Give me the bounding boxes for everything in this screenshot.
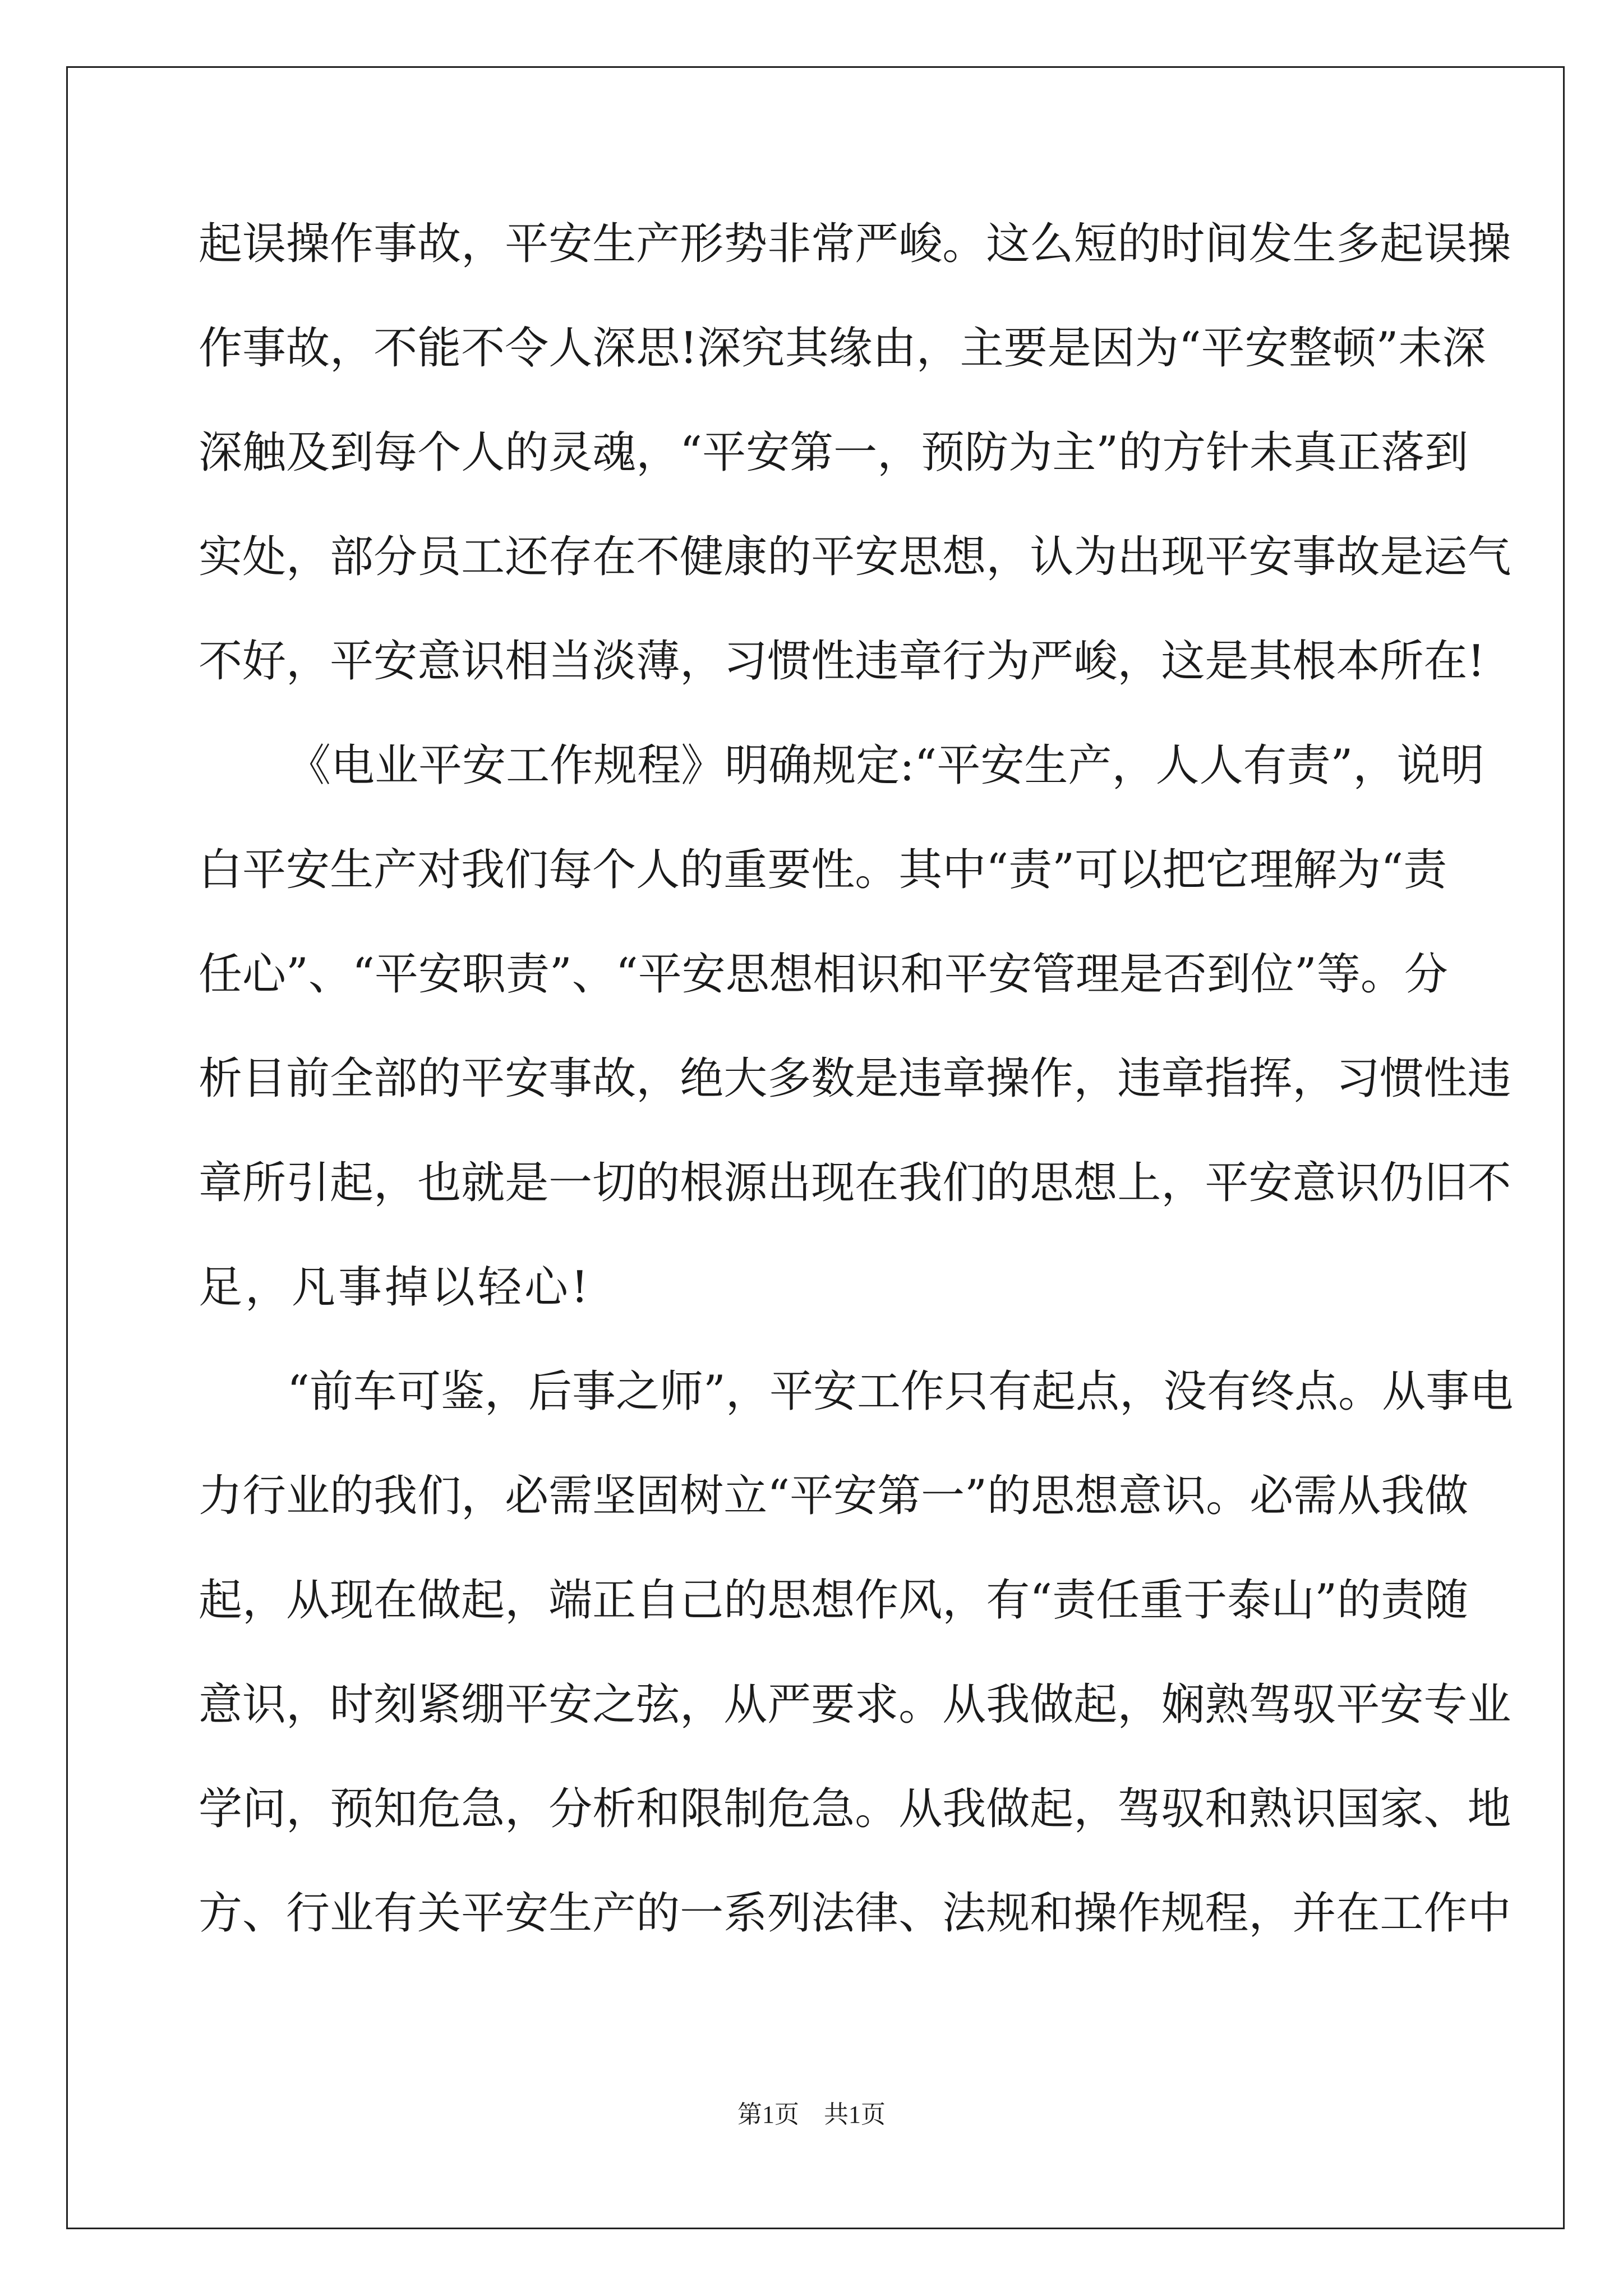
document-body bbox=[199, 213, 1514, 1987]
text-line: 任 心 ” 、 “ 平 安 职 责 ” 、 “ 平 安 思 想 相 识 和 平 安 管 理 是 否 到 位 ” 等 。 分 bbox=[199, 949, 1448, 1000]
text-line: 作 事 故 ， 不 能 不 令 人 深 思 ! 深 究 其 缘 由 ， 主 要 是 因 为 “ 平 安 整 顿 ” 未 深 bbox=[199, 323, 1486, 374]
page-number: 第1页 bbox=[737, 2101, 799, 2128]
text-line: “ 前 车 可 鉴 ， 后 事 之 师 ” ， 平 安 工 作 只 有 起 点 ， 没 有 终 点 。 从 事 电 bbox=[287, 1366, 1514, 1417]
text-line: 起 ， 从 现 在 做 起 ， 端 正 自 己 的 思 想 作 风 ， 有 “ 责 任 重 于 泰 山 ” 的 责 随 bbox=[199, 1575, 1469, 1626]
text-line: 学 问 ， 预 知 危 急 ， 分 析 和 限 制 危 急 。 从 我 做 起 ， 驾 驭 和 熟 识 国 家 、 地 bbox=[199, 1784, 1511, 1834]
text-line: 《 电 业 平 安 工 作 规 程 》 明 确 规 定 : “ 平 安 生 产 ， 人 人 有 责 ” ， 说 明 bbox=[287, 740, 1484, 791]
page-footer bbox=[0, 2098, 1623, 2132]
text-line: 起 误 操 作 事 故 ， 平 安 生 产 形 势 非 常 严 峻 。 这 么 短 的 时 间 发 生 多 起 误 操 bbox=[199, 219, 1511, 269]
text-line: 白 平 安 生 产 对 我 们 每 个 人 的 重 要 性 。 其 中 “ 责 ” 可 以 把 它 理 解 为 “ 责 bbox=[199, 845, 1447, 895]
text-line: 方 、 行 业 有 关 平 安 生 产 的 一 系 列 法 律 、 法 规 和 操 作 规 程 ， 并 在 工 作 中 bbox=[199, 1888, 1511, 1939]
text-line: 意 识 ， 时 刻 紧 绷 平 安 之 弦 ， 从 严 要 求 。 从 我 做 起 ， 娴 熟 驾 驭 平 安 专 业 bbox=[199, 1680, 1511, 1730]
text-line: 析 目 前 全 部 的 平 安 事 故 ， 绝 大 多 数 是 违 章 操 作 ， 违 章 指 挥 ， 习 惯 性 违 bbox=[199, 1053, 1511, 1104]
text-line: 力 行 业 的 我 们 ， 必 需 坚 固 树 立 “ 平 安 第 一 ” 的 思 想 意 识 。 必 需 从 我 做 bbox=[199, 1471, 1469, 1521]
text-line: 深 触 及 到 每 个 人 的 灵 魂 ， “ 平 安 第 一 ， 预 防 为 主 ” 的 方 针 未 真 正 落 到 bbox=[199, 427, 1469, 478]
text-line: 实 处 ， 部 分 员 工 还 存 在 不 健 康 的 平 安 思 想 ， 认 为 出 现 平 安 事 故 是 运 气 bbox=[199, 532, 1511, 582]
text-line: 章 所 引 起 ， 也 就 是 一 切 的 根 源 出 现 在 我 们 的 思 想 上 ， 平 安 意 识 仍 旧 不 bbox=[199, 1158, 1511, 1208]
text-line: 不 好 ， 平 安 意 识 相 当 淡 薄 ， 习 惯 性 违 章 行 为 严 峻 ， 这 是 其 根 本 所 在 ! bbox=[199, 636, 1485, 687]
page-total: 共1页 bbox=[824, 2101, 886, 2128]
text-line: 足，凡事掉以轻心! bbox=[199, 1262, 592, 1313]
